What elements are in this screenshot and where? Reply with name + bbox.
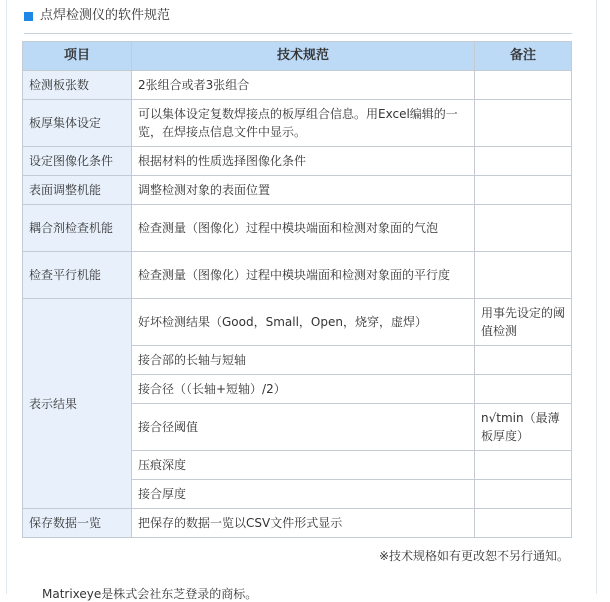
- table-row: [23, 100, 572, 147]
- row-spec: 调整检测对象的表面位置: [132, 176, 475, 205]
- row-spec: 接合厚度: [132, 480, 475, 509]
- result-group-item: 表示结果: [23, 299, 132, 509]
- row-note: [475, 346, 572, 375]
- row-note: [475, 375, 572, 404]
- table-row: [23, 252, 572, 299]
- row-spec: 检查测量（图像化）过程中模块端面和检测对象面的气泡: [132, 205, 475, 252]
- row-item: 表面调整机能: [23, 176, 132, 205]
- row-spec: 接合径（（长轴+短轴）/2）: [132, 375, 475, 404]
- row-item: 检测板张数: [23, 71, 132, 100]
- row-note: [475, 451, 572, 480]
- header-item: 项目: [23, 42, 132, 71]
- row-item: 设定图像化条件: [23, 147, 132, 176]
- row-note: [475, 205, 572, 252]
- row-note: [475, 71, 572, 100]
- blue-square-icon: [24, 12, 33, 21]
- footnote: ※技术规格如有更改恕不另行通知。: [378, 549, 569, 563]
- row-note: [475, 147, 572, 176]
- table-row: [23, 299, 572, 346]
- row-note: n√tmin（最薄板厚度）: [475, 404, 572, 451]
- row-note: [475, 100, 572, 147]
- trademark-note: Matrixeye是株式会社东芝登录的商标。: [42, 587, 258, 601]
- row-note: 用事先设定的阈值检测: [475, 299, 572, 346]
- row-item: 板厚集体设定: [23, 100, 132, 147]
- row-item: 检查平行机能: [23, 252, 132, 299]
- table-row: [23, 205, 572, 252]
- row-note: [475, 509, 572, 538]
- row-note: [475, 480, 572, 509]
- row-spec: 把保存的数据一览以CSV文件形式显示: [132, 509, 475, 538]
- header-note: 备注: [475, 42, 572, 71]
- section-header: [24, 0, 572, 34]
- row-spec: 检查测量（图像化）过程中模块端面和检测对象面的平行度: [132, 252, 475, 299]
- table-row: [23, 176, 572, 205]
- row-note: [475, 176, 572, 205]
- frame-left-border: [6, 0, 7, 594]
- section-title: 点焊检测仪的软件规范: [40, 8, 171, 23]
- header-spec: 技术规范: [132, 42, 475, 71]
- row-spec: 压痕深度: [132, 451, 475, 480]
- row-spec: 可以集体设定复数焊接点的板厚组合信息。用Excel编辑的一览，在焊接点信息文件中显示。: [132, 100, 475, 147]
- row-item: 耦合剂检查机能: [23, 205, 132, 252]
- row-spec: 2张组合或者3张组合: [132, 71, 475, 100]
- row-spec: 根据材料的性质选择图像化条件: [132, 147, 475, 176]
- row-spec: 接合径阈值: [132, 404, 475, 451]
- table-header-row: [23, 42, 572, 71]
- frame-right-border: [596, 0, 597, 594]
- spec-table: [22, 41, 572, 538]
- row-spec: 接合部的长轴与短轴: [132, 346, 475, 375]
- row-item: 保存数据一览: [23, 509, 132, 538]
- table-row: [23, 509, 572, 538]
- row-note: [475, 252, 572, 299]
- table-row: [23, 71, 572, 100]
- row-spec: 好坏检测结果（Good，Small，Open，烧穿，虚焊）: [132, 299, 475, 346]
- table-row: [23, 147, 572, 176]
